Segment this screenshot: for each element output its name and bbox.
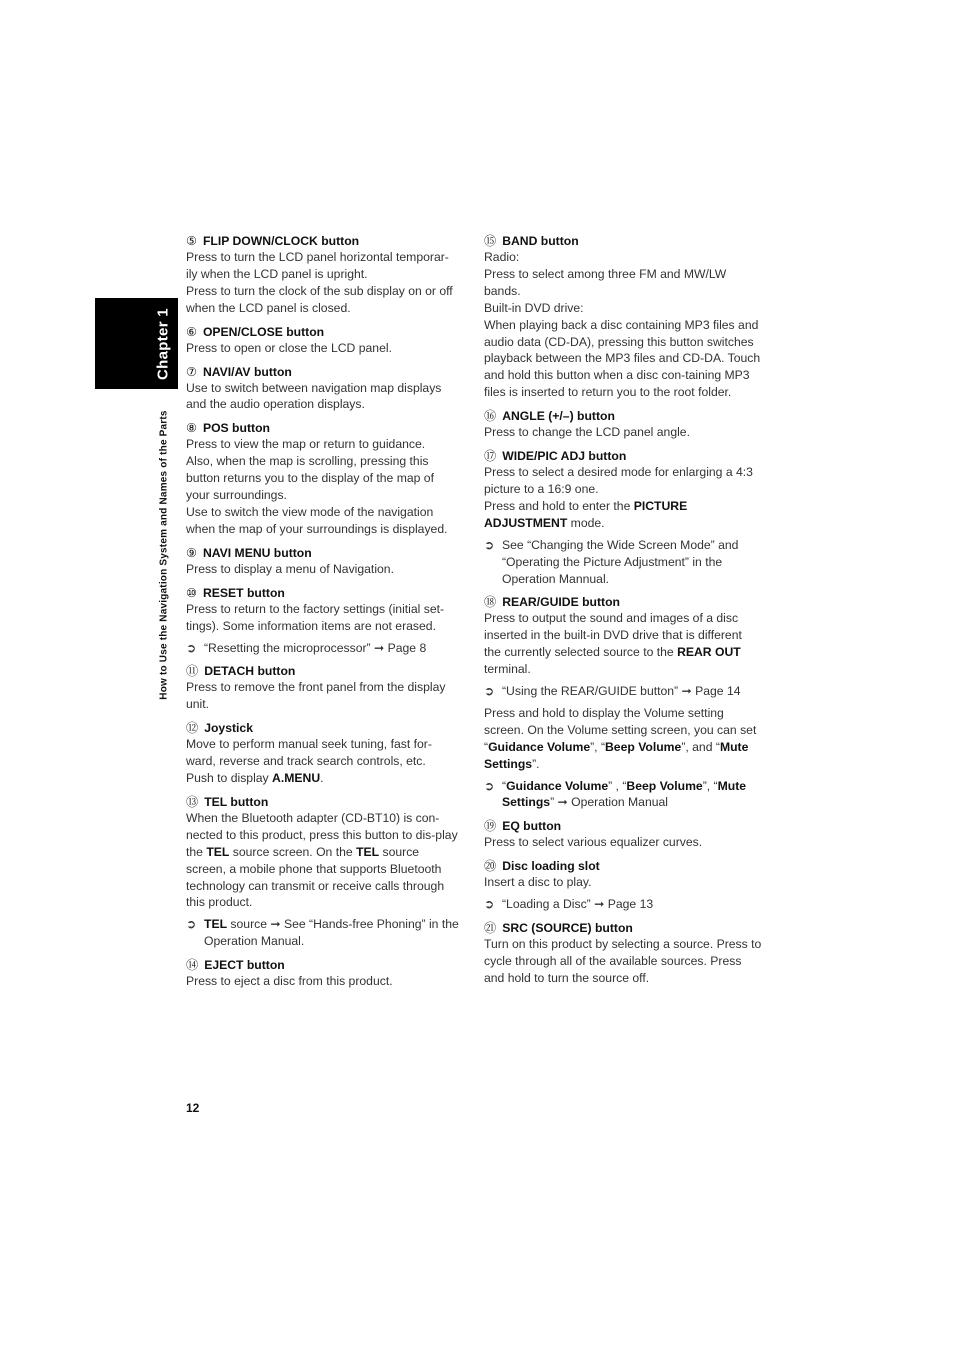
item-heading: ⑲ EQ button	[484, 819, 562, 834]
item-heading: ⑳ Disc loading slot	[484, 859, 600, 874]
chapter-label: Chapter 1	[154, 308, 172, 380]
arrow-icon: ➲	[186, 640, 197, 655]
item-heading: ⑦ NAVI/AV button	[186, 364, 292, 379]
reference-note: ➲ TEL source ➞ See “Hands-free Phoning” in the Operation Manual.	[186, 917, 459, 949]
item-flip-down-clock: ⑤ FLIP DOWN/CLOCK button Press to turn the LCD panel horizontal temporar-ily when the LCD panel is upright. Press to turn the clock of the sub display on or off when the LCD panel is closed.	[186, 234, 460, 317]
page-number: 12	[186, 1101, 200, 1115]
item-reset: ⑩ RESET button Press to return to the factory settings (initial set-tings). Some information items are not erased. ➲ “Resetting the microprocessor” ➞ Page 8	[186, 586, 460, 657]
item-open-close: ⑥ OPEN/CLOSE button Press to open or close the LCD panel.	[186, 325, 460, 357]
item-src-source: ㉑ SRC (SOURCE) button Turn on this product by selecting a source. Press to cycle through all of the available sources. Press and hold to turn the source off.	[484, 921, 762, 985]
item-heading: ⑪ DETACH button	[186, 664, 296, 679]
item-heading: ⑫ Joystick	[186, 721, 253, 736]
arrow-icon: ➲	[484, 897, 495, 912]
reference-note: ➲ “Resetting the microprocessor” ➞ Page 8	[186, 640, 427, 655]
item-navi-menu: ⑨ NAVI MENU button Press to display a menu of Navigation.	[186, 546, 460, 578]
reference-note: ➲ “Loading a Disc” ➞ Page 13	[484, 897, 654, 912]
section-side-title: How to Use the Navigation System and Names of the Parts	[158, 410, 170, 700]
item-tel: ⑬ TEL button When the Bluetooth adapter (CD-BT10) is con-nected to this product, press this button to dis-play the TEL source screen. On the TEL source screen, a mobile phone that supports Bluetooth technology can transmit or receive calls through this product. ➲ TEL source ➞ See “Hands-free Phoning” in the Operation Manual.	[186, 794, 459, 949]
item-eject: ⑭ EJECT button Press to eject a disc from this product.	[186, 958, 460, 990]
reference-note: ➲ “Guidance Volume” , “Beep Volume”, “Mute Settings” ➞ Operation Manual	[484, 778, 747, 810]
item-band: ⑮ BAND button Radio: Press to select among three FM and MW/LW bands. Built-in DVD drive: When playing back a disc containing MP3 files and audio data (CD-DA), pressing this button switches playback between the MP3 files and CD-DA. Touch and hold this button when a disc con-taining MP3 files is inserted to return you to the root folder.	[484, 234, 761, 400]
arrow-icon: ➲	[484, 684, 495, 699]
reference-note: ➲ See “Changing the Wide Screen Mode” and “Operating the Picture Adjustment” in the Operation Mannual.	[484, 537, 739, 586]
item-disc-loading-slot: ⑳ Disc loading slot Insert a disc to play. ➲ “Loading a Disc” ➞ Page 13	[484, 859, 762, 913]
item-eq: ⑲ EQ button Press to select various equalizer curves.	[484, 819, 762, 851]
right-column	[484, 234, 762, 995]
item-heading: ⑱ REAR/GUIDE button	[484, 595, 620, 610]
arrow-icon: ➲	[186, 917, 197, 932]
item-heading: ⑥ OPEN/CLOSE button	[186, 324, 325, 339]
arrow-icon: ➲	[484, 778, 495, 793]
item-heading: ⑨ NAVI MENU button	[186, 545, 312, 560]
item-heading: ⑭ EJECT button	[186, 958, 285, 973]
item-heading: ⑰ WIDE/PIC ADJ button	[484, 449, 627, 464]
item-wide-pic-adj: ⑰ WIDE/PIC ADJ button Press to select a desired mode for enlarging a 4:3 picture to a 16:9 one. Press and hold to enter the PICTURE ADJUSTMENT mode. ➲ See “Changing the Wide Screen Mode” and “Operating the Picture Adjustment” in the Operation Mannual.	[484, 449, 762, 587]
item-heading: ⑧ POS button	[186, 421, 270, 436]
arrow-icon: ➲	[484, 537, 495, 552]
item-heading: ㉑ SRC (SOURCE) button	[484, 921, 633, 936]
item-heading: ⑯ ANGLE (+/–) button	[484, 409, 615, 424]
item-navi-av: ⑦ NAVI/AV button Use to switch between navigation map displays and the audio operation displays.	[186, 365, 460, 414]
item-detach: ⑪ DETACH button Press to remove the front panel from the display unit.	[186, 664, 460, 713]
item-heading: ⑩ RESET button	[186, 585, 285, 600]
item-heading: ⑬ TEL button	[186, 794, 269, 809]
reference-note: ➲ “Using the REAR/GUIDE button” ➞ Page 14	[484, 684, 741, 699]
item-heading: ⑮ BAND button	[484, 234, 579, 248]
item-joystick: ⑫ Joystick Move to perform manual seek tuning, fast for-ward, reverse and track search controls, etc. Push to display A.MENU.	[186, 721, 460, 787]
item-rear-guide: ⑱ REAR/GUIDE button Press to output the sound and images of a disc inserted in the built-in DVD drive that is different the currently selected source to the REAR OUT terminal. ➲ “Using the REAR/GUIDE button” ➞ Page 14 Press and hold to display the Volume setting screen. On the Volume setting screen, you can set “Guidance Volume”, “Beep Volume”, and “Mute Settings”. ➲ “Guidance Volume” , “Beep Volume”, “Mute Settings” ➞ Operation Manual	[484, 595, 762, 811]
item-heading: ⑤ FLIP DOWN/CLOCK button	[186, 234, 360, 248]
item-pos: ⑧ POS button Press to view the map or return to guidance. Also, when the map is scrolling, pressing this button returns you to the display of the map of your surroundings. Use to switch the view mode of the navigation when the map of your surroundings is displayed.	[186, 421, 460, 537]
left-column	[186, 234, 460, 998]
item-angle: ⑯ ANGLE (+/–) button Press to change the LCD panel angle.	[484, 409, 762, 441]
